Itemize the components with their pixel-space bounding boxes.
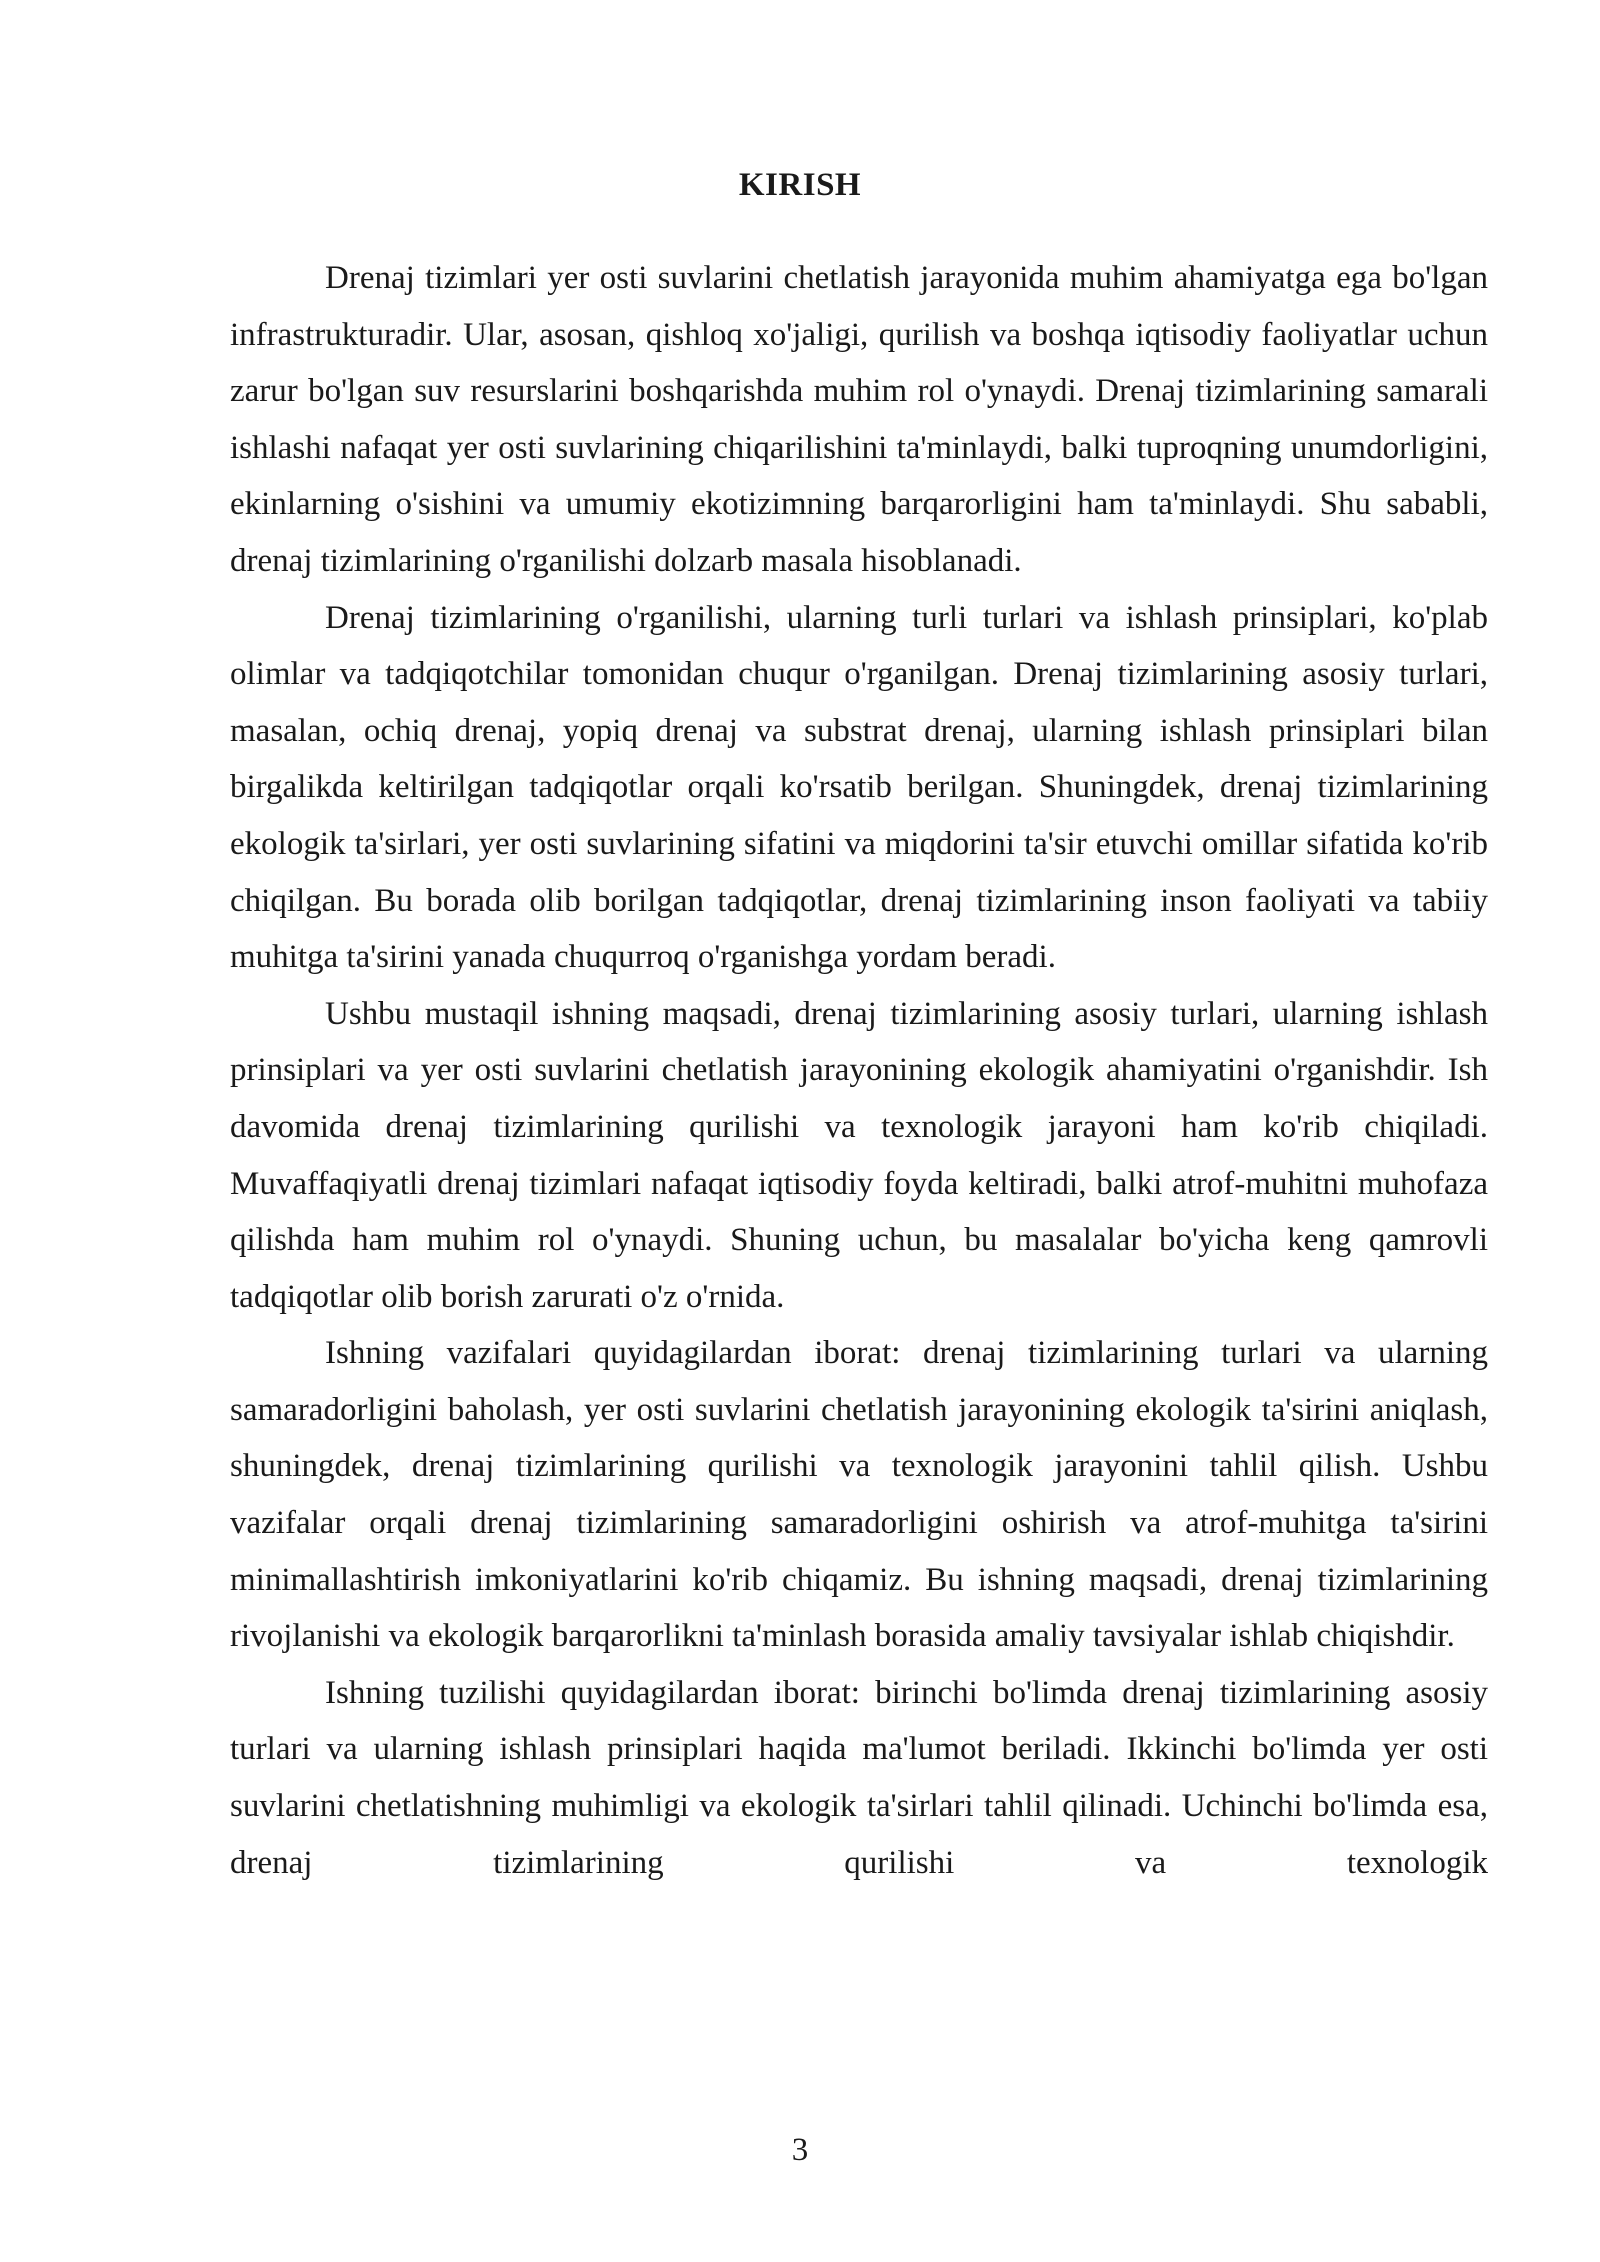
paragraph-tasks: Ishning vazifalari quyidagilardan iborat: drenaj tizimlarining turlari va ularning samaradorligini baholash, yer osti suvlarini chetlatish jarayonining ekologik ta'sirini aniqlash, shuningdek, drenaj tizimlarining qurilishi va texnologik jarayonini tahlil qilish. Ushbu vazifalar orqali drenaj tizimlarining samaradorligini oshirish va atrof-muhitga ta'sirini minimallashtirish imkoniyatlarini ko'rib chiqamiz. Bu ishning maqsadi, drenaj tizimlarining rivojlanishi va ekologik barqarorlikni ta'minlash borasida amaliy tavsiyalar ishlab chiqishdir.	[230, 1335, 1488, 1655]
body-text	[230, 250, 1488, 1891]
page-number: 3	[791, 2132, 809, 2168]
section-heading: KIRISH	[738, 167, 862, 203]
paragraph-research-overview: Drenaj tizimlarining o'rganilishi, ularning turli turlari va ishlash prinsiplari, ko'plab olimlar va tadqiqotchilar tomonidan chuqur o'rganilgan. Drenaj tizimlarining asosiy turlari, masalan, ochiq drenaj, yopiq drenaj va substrat drenaj, ularning ishlash prinsiplari bilan birgalikda keltirilgan tadqiqotlar orqali ko'rsatib berilgan. Shuningdek, drenaj tizimlarining ekologik ta'sirlari, yer osti suvlarining sifatini va miqdorini ta'sir etuvchi omillar sifatida ko'rib chiqilgan. Bu borada olib borilgan tadqiqotlar, drenaj tizimlarining inson faoliyati va tabiiy muhitga ta'sirini yanada chuqurroq o'rganishga yordam beradi.	[230, 599, 1488, 976]
paragraph-goal: Ushbu mustaqil ishning maqsadi, drenaj tizimlarining asosiy turlari, ularning ishlash prinsiplari va yer osti suvlarini chetlatish jarayonining ekologik ahamiyatini o'rganishdir. Ish davomida drenaj tizimlarining qurilishi va texnologik jarayoni ham ko'rib chiqiladi. Muvaffaqiyatli drenaj tizimlari nafaqat iqtisodiy foyda keltiradi, balki atrof-muhitni muhofaza qilishda ham muhim rol o'ynaydi. Shuning uchun, bu masalalar bo'yicha keng qamrovli tadqiqotlar olib borish zarurati o'z o'rnida.	[230, 995, 1488, 1315]
paragraph-structure: Ishning tuzilishi quyidagilardan iborat: birinchi bo'limda drenaj tizimlarining asosiy turlari va ularning ishlash prinsiplari haqida ma'lumot beriladi. Ikkinchi bo'limda yer osti suvlarini chetlatishning muhimligi va ekologik ta'sirlari tahlil qilinadi. Uchinchi bo'limda esa, drenaj tizimlarining qurilishi va texnologik	[230, 1674, 1488, 1881]
paragraph-intro: Drenaj tizimlari yer osti suvlarini chetlatish jarayonida muhim ahamiyatga ega bo'lgan infrastrukturadir. Ular, asosan, qishloq xo'jaligi, qurilish va boshqa iqtisodiy faoliyatlar uchun zarur bo'lgan suv resurslarini boshqarishda muhim rol o'ynaydi. Drenaj tizimlarining samarali ishlashi nafaqat yer osti suvlarining chiqarilishini ta'minlaydi, balki tuproqning unumdorligini, ekinlarning o'sishini va umumiy ekotizimning barqarorligini ham ta'minlaydi. Shu sababli, drenaj tizimlarining o'rganilishi dolzarb masala hisoblanadi.	[230, 260, 1488, 579]
